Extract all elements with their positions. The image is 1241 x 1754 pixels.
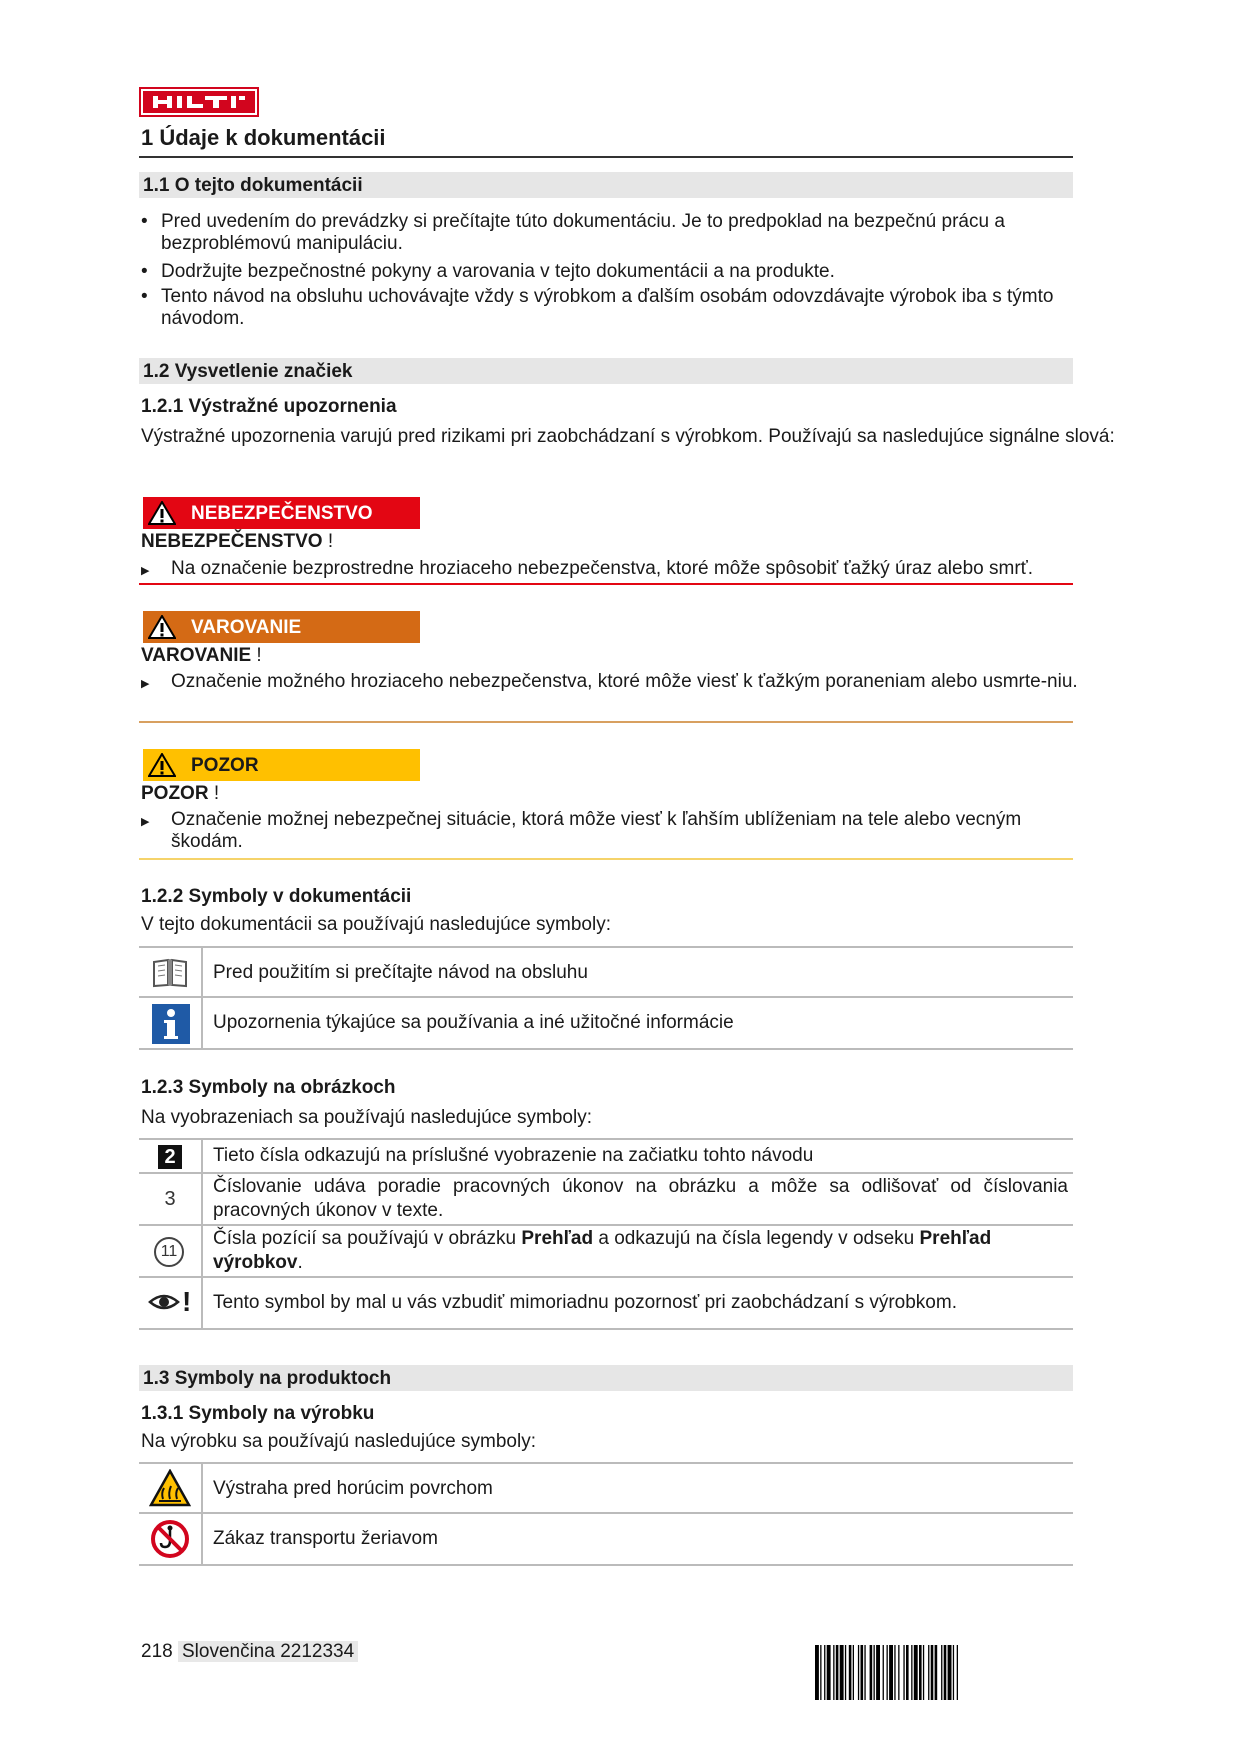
table-row: Výstraha pred horúcim povrchom <box>139 1462 1073 1514</box>
warning-rule <box>139 721 1073 723</box>
barcode-bar <box>815 1645 819 1700</box>
barcode-bar <box>928 1645 929 1700</box>
barcode-bar <box>883 1645 884 1700</box>
figure-symbols-table <box>139 1138 1073 1338</box>
barcode-bar <box>849 1645 852 1700</box>
position-number-icon: 11 <box>154 1237 184 1267</box>
barcode-bar <box>923 1645 924 1700</box>
section-title-1-2: 1.2 Vysvetlenie značiek <box>143 361 353 382</box>
table-row: Upozornenia týkajúce sa používania a iné užitočné informácie <box>139 996 1073 1050</box>
barcode-bar <box>944 1645 947 1700</box>
barcode-bar <box>914 1645 918 1700</box>
danger-rule <box>139 583 1073 585</box>
step-number-icon: 3 <box>164 1188 176 1210</box>
barcode-bar <box>861 1645 864 1700</box>
table-row: ! Tento symbol by mal u vás vzbudiť mimoriadnu pozornosť pri zaobchádzaní s výrobkom. <box>139 1276 1073 1330</box>
warning-word: VAROVANIE ! <box>141 645 262 666</box>
barcode-bar <box>840 1645 844 1700</box>
barcode-bar <box>894 1645 895 1700</box>
barcode-bar <box>931 1645 934 1700</box>
caution-word: POZOR ! <box>141 783 220 804</box>
subsection-title-1-2-1: 1.2.1 Výstražné upozornenia <box>141 396 397 417</box>
eye-attention-icon <box>148 1289 180 1315</box>
table-row: Pred použitím si prečítajte návod na obsluhu <box>139 946 1073 998</box>
manual-book-icon <box>152 957 188 989</box>
table-row: Zákaz transportu žeriavom <box>139 1512 1073 1566</box>
warning-triangle-icon <box>148 615 176 639</box>
caution-description: ▶ Označenie možnej nebezpečnej situácie, ktorá môže viesť k ľahším ublíženiam na tele alebo vecným škodám. <box>141 809 1022 852</box>
hilti-logo <box>139 87 259 117</box>
page-number: 218 <box>141 1641 173 1662</box>
chapter-rule <box>139 156 1073 158</box>
barcode-bar <box>827 1645 831 1700</box>
warning-triangle-icon <box>148 501 176 525</box>
barcode-bar <box>874 1645 875 1700</box>
danger-label-box: NEBEZPEČENSTVO <box>143 497 420 529</box>
barcode-bar <box>957 1645 958 1700</box>
barcode-bar <box>935 1645 938 1700</box>
barcode-bar <box>889 1645 893 1700</box>
doc-symbols-table <box>139 946 1073 1050</box>
barcode-bar <box>919 1645 922 1700</box>
section-title-1-3: 1.3 Symboly na produktoch <box>143 1368 392 1389</box>
paragraph: Na výrobku sa používajú nasledujúce symboly: <box>141 1431 536 1452</box>
exclamation-icon: ! <box>182 1286 192 1317</box>
barcode-bar <box>941 1645 942 1700</box>
page-footer <box>141 1641 358 1663</box>
footer-language: Slovenčina <box>181 1641 275 1662</box>
doc-number: 2212334 <box>280 1641 355 1662</box>
info-icon <box>152 1004 190 1044</box>
product-symbols-table <box>139 1462 1073 1566</box>
barcode-bar <box>858 1645 859 1700</box>
barcode-bar <box>953 1645 954 1700</box>
barcode <box>815 1645 1075 1700</box>
chapter-title: 1 Údaje k dokumentácii <box>141 125 386 150</box>
subsection-title-1-2-3: 1.2.3 Symboly na obrázkoch <box>141 1077 396 1098</box>
subsection-title-1-3-1: 1.3.1 Symboly na výrobku <box>141 1403 375 1424</box>
caution-rule <box>139 858 1073 860</box>
subsection-title-1-2-2: 1.2.2 Symboly v dokumentácii <box>141 886 412 907</box>
table-row: 3 Číslovanie udáva poradie pracovných úkonov na obrázku a môže sa odlišovať od číslovania pracovných úkonov v texte. <box>139 1172 1073 1226</box>
danger-word: NEBEZPEČENSTVO ! <box>141 531 334 552</box>
barcode-bar <box>864 1645 865 1700</box>
figure-number-icon: 2 <box>158 1145 182 1169</box>
barcode-bar <box>911 1645 912 1700</box>
table-row: 11 Čísla pozícií sa používajú v obrázku Prehľad a odkazujú na čísla legendy v odseku Prehľad výrobkov. <box>139 1224 1073 1278</box>
warning-label-box: VAROVANIE <box>143 611 420 643</box>
barcode-bar <box>876 1645 880 1700</box>
barcode-bar <box>887 1645 888 1700</box>
warning-description: ▶ Označenie možného hroziaceho nebezpečenstva, ktoré môže viesť k ťažkým poraneniam alebo usmrte-niu. <box>141 671 1078 692</box>
barcode-bar <box>824 1645 825 1700</box>
barcode-bar <box>903 1645 904 1700</box>
table-row: 2 Tieto čísla odkazujú na príslušné vyobrazenie na začiatku tohto návodu <box>139 1138 1073 1174</box>
warning-triangle-icon <box>148 753 176 777</box>
barcode-bar <box>845 1645 846 1700</box>
barcode-bar <box>898 1645 899 1700</box>
paragraph: Výstražné upozornenia varujú pred rizikami pri zaobchádzaní s výrobkom. Používajú sa nasledujúce signálne slová: <box>141 426 1115 447</box>
barcode-bar <box>870 1645 873 1700</box>
barcode-bar <box>853 1645 854 1700</box>
section-title-1-1: 1.1 O tejto dokumentácii <box>143 175 363 196</box>
paragraph: Na vyobrazeniach sa používajú nasledujúce symboly: <box>141 1107 592 1128</box>
barcode-bar <box>906 1645 909 1700</box>
barcode-bar <box>820 1645 821 1700</box>
no-crane-transport-icon <box>150 1519 190 1559</box>
barcode-bar <box>948 1645 952 1700</box>
barcode-bar <box>833 1645 834 1700</box>
danger-description: ▶ Na označenie bezprostredne hroziaceho nebezpečenstva, ktoré môže spôsobiť ťažký úraz alebo smrť. <box>141 558 1034 579</box>
hot-surface-warning-icon <box>149 1469 191 1507</box>
paragraph: V tejto dokumentácii sa používajú nasledujúce symboly: <box>141 914 611 935</box>
barcode-bar <box>836 1645 839 1700</box>
caution-label-box: POZOR <box>143 749 420 781</box>
